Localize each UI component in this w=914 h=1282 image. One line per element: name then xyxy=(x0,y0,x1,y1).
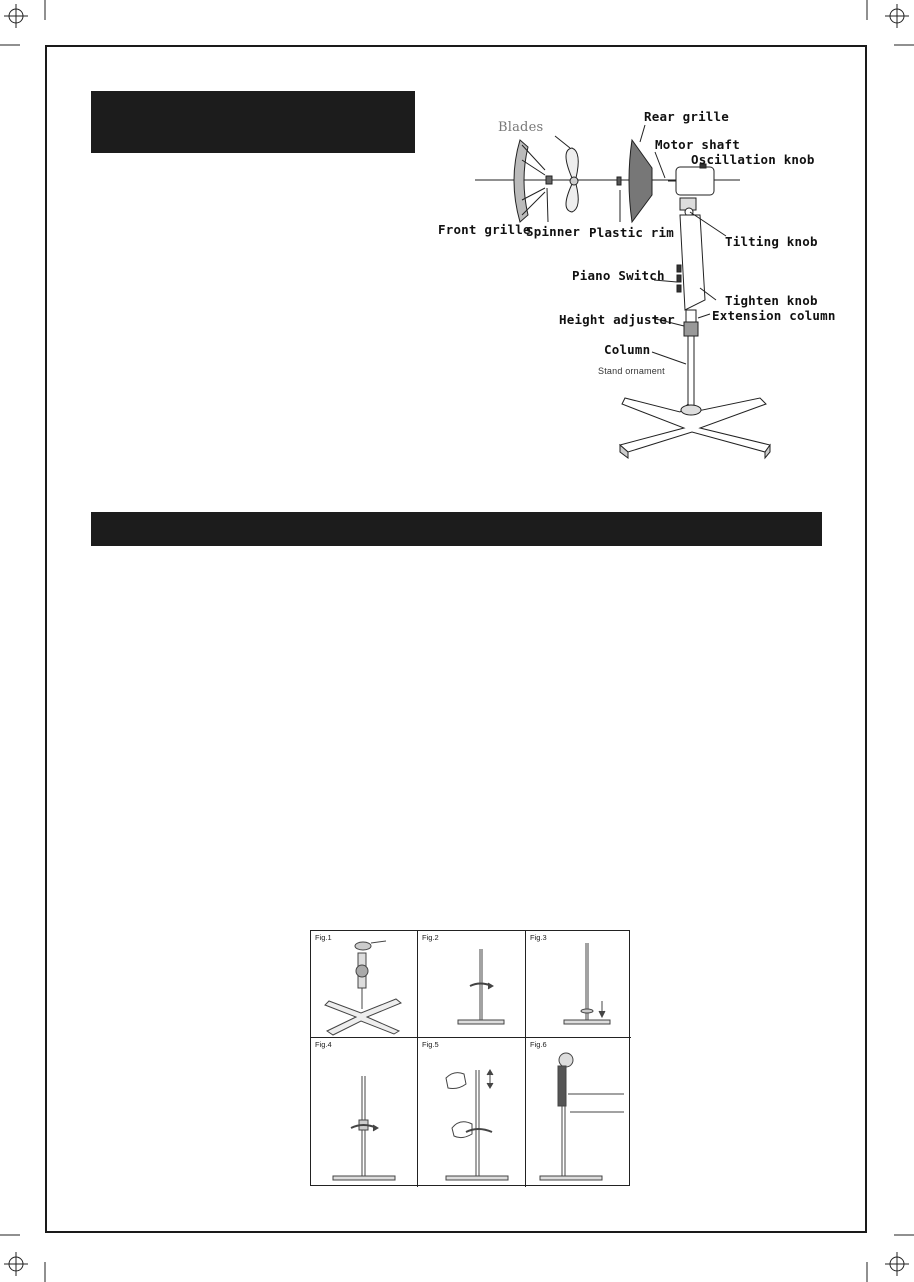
label-blades: Blades xyxy=(498,120,544,135)
figure-6 xyxy=(526,1038,631,1187)
assembly-figures xyxy=(310,930,630,1186)
figure-2-drawing xyxy=(418,931,526,1038)
figure-3 xyxy=(526,931,631,1038)
figure-5 xyxy=(418,1038,526,1187)
figure-6-label: Fig.6 xyxy=(530,1040,547,1049)
label-piano-switch: Piano Switch xyxy=(572,268,665,283)
label-stand-ornament: Stand ornament xyxy=(598,366,665,376)
figure-3-drawing xyxy=(526,931,631,1038)
label-spinner: Spinner xyxy=(526,224,581,239)
label-plastic-rim: Plastic rim xyxy=(589,225,674,240)
figure-4-label: Fig.4 xyxy=(315,1040,332,1049)
figure-1 xyxy=(311,931,418,1038)
figure-1-label: Fig.1 xyxy=(315,933,332,942)
figure-4-drawing xyxy=(311,1038,418,1187)
label-tilting-knob: Tilting knob xyxy=(725,234,818,249)
figure-1-drawing xyxy=(311,931,418,1038)
label-oscillation-knob: Oscillation knob xyxy=(691,152,815,167)
label-column: Column xyxy=(604,342,651,357)
label-motor-shaft: Motor shaft xyxy=(655,137,740,152)
figure-6-drawing xyxy=(526,1038,631,1187)
label-rear-grille: Rear grille xyxy=(644,109,729,124)
label-extension-column: Extension column xyxy=(712,308,836,323)
label-tighten-knob: Tighten knob xyxy=(725,293,818,308)
figure-2-label: Fig.2 xyxy=(422,933,439,942)
section-heading-bar-middle xyxy=(91,512,822,546)
figure-5-drawing xyxy=(418,1038,526,1187)
figure-3-label: Fig.3 xyxy=(530,933,547,942)
label-front-grille: Front grille xyxy=(438,222,531,237)
label-height-adjuster: Height adjuster xyxy=(559,312,675,327)
figure-4 xyxy=(311,1038,418,1187)
figure-2 xyxy=(418,931,526,1038)
figure-5-label: Fig.5 xyxy=(422,1040,439,1049)
